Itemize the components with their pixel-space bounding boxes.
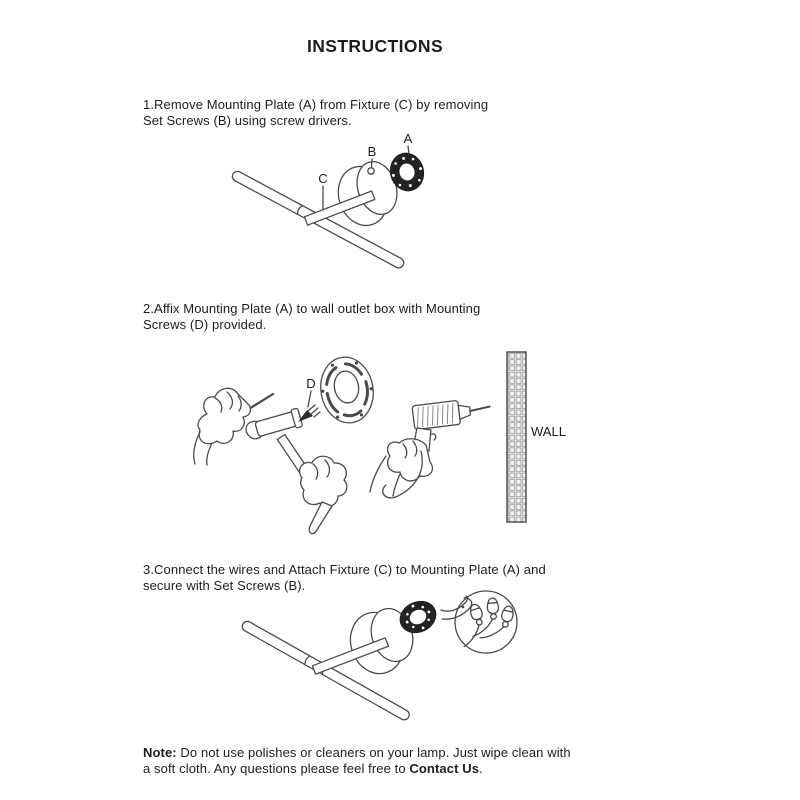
- wall-illustration: [507, 352, 526, 522]
- note-period: .: [479, 760, 483, 776]
- hand-with-hammer-illustration: [244, 408, 347, 534]
- wall-label: WALL: [531, 424, 566, 439]
- label-c: C: [318, 171, 328, 186]
- note-line-1: Do not use polishes or cleaners on your lamp. Just wipe clean with: [176, 745, 571, 760]
- step-2-line-1: 2.Affix Mounting Plate (A) to wall outlet box with Mounting: [143, 301, 481, 316]
- label-b: B: [367, 144, 377, 159]
- label-a: A: [403, 131, 413, 146]
- contact-us-link[interactable]: Contact Us: [409, 760, 480, 776]
- set-screw-hole: [368, 168, 374, 174]
- step1-fixture-diagram: [220, 128, 480, 278]
- step3-attach-diagram: [230, 588, 530, 728]
- step-1-text: [143, 97, 488, 128]
- note-line-2: a soft cloth. Any questions please feel free to: [143, 760, 410, 776]
- note-prefix: Note:: [143, 745, 177, 760]
- screw-d-callout: [298, 376, 320, 422]
- step-1-line-2: Set Screws (B) using screw drivers.: [143, 112, 352, 128]
- step2-mounting-diagram: [150, 340, 580, 545]
- step-2-text: [143, 301, 480, 332]
- hand-with-drill-illustration: [370, 397, 491, 498]
- care-note: [143, 745, 571, 776]
- step-2-line-2: Screws (D) provided.: [143, 316, 267, 332]
- mounting-plate-front-illustration: [316, 353, 379, 427]
- page-title: INSTRUCTIONS: [306, 36, 444, 56]
- label-d: D: [306, 376, 316, 391]
- step-3-line-2: secure with Set Screws (B).: [143, 577, 306, 593]
- step-1-line-1: 1.Remove Mounting Plate (A) from Fixture (C) by removing: [143, 97, 489, 112]
- step-3-line-1: 3.Connect the wires and Attach Fixture (C) to Mounting Plate (A) and: [143, 562, 546, 577]
